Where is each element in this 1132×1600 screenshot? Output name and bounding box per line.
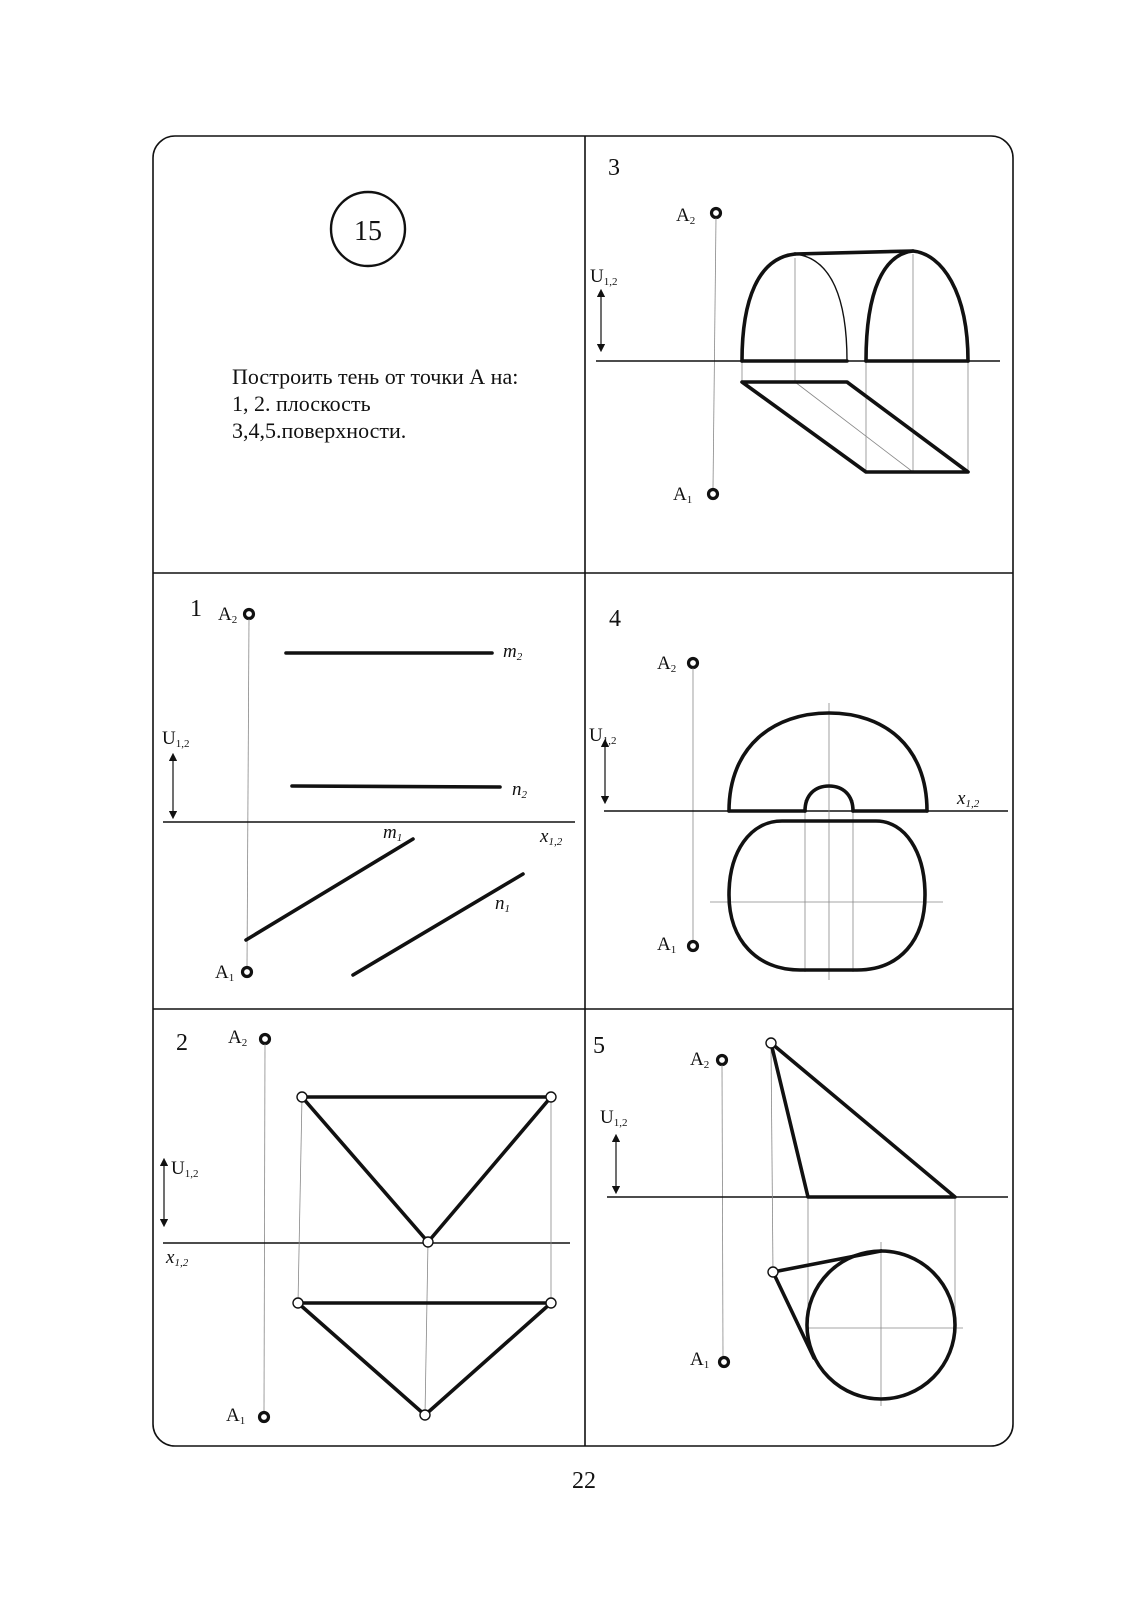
panel-1-label-x: x1,2	[540, 826, 563, 848]
task-line-1: Построить тень от точки А на:	[232, 364, 519, 389]
panel-4-number: 4	[609, 606, 621, 632]
panel-5-projection	[771, 1045, 773, 1272]
panel-1-label-a1: A1	[215, 962, 235, 984]
panel-5-top-apex	[768, 1267, 778, 1277]
panel-2-top-vertex	[293, 1298, 303, 1308]
panel-3-front-right-arch	[866, 251, 968, 361]
panel-3-label-u: U1,2	[590, 266, 618, 288]
panel-1-number: 1	[190, 596, 202, 622]
panel-4-point-a1	[689, 942, 698, 951]
panel-3	[590, 155, 1000, 506]
task-panel	[232, 192, 518, 443]
panel-5-link-line	[722, 1065, 723, 1356]
panel-1-line-m1	[246, 839, 413, 940]
panel-4-front-outer-arc	[729, 713, 927, 811]
panel-3-number: 3	[608, 155, 620, 181]
panel-2-front-vertex	[423, 1237, 433, 1247]
panel-4-label-a1: A1	[657, 934, 677, 956]
panel-5-point-a1	[720, 1358, 729, 1367]
panel-2-projection	[298, 1097, 302, 1303]
panel-3-point-a2	[712, 209, 721, 218]
panel-3-front-left-arch	[742, 254, 795, 361]
panel-3-front-inner-arch	[795, 254, 847, 361]
panel-3-link-line	[713, 218, 716, 488]
panel-1-point-a1	[243, 968, 252, 977]
panel-2-point-a1	[260, 1413, 269, 1422]
panel-3-label-a1: A1	[673, 484, 693, 506]
panel-4	[589, 606, 1008, 980]
panel-2-front-triangle	[302, 1097, 551, 1242]
task-line-3: 3,4,5.поверхности.	[232, 418, 407, 443]
panel-2	[163, 1027, 570, 1427]
panel-4-top-view-outline	[729, 821, 925, 970]
panel-5-number: 5	[593, 1033, 605, 1059]
panel-5	[593, 1033, 1008, 1406]
panel-5-top-tangent	[773, 1251, 881, 1272]
panel-2-point-a2	[261, 1035, 270, 1044]
panel-1-label-m2: m2	[503, 641, 523, 663]
panel-4-point-a2	[689, 659, 698, 668]
panel-2-front-vertex	[546, 1092, 556, 1102]
panel-2-link-line	[264, 1044, 265, 1411]
page-number: 22	[572, 1468, 596, 1494]
panel-2-label-a2: A2	[228, 1027, 248, 1049]
panel-1	[162, 596, 575, 984]
panel-1-line-n2	[292, 786, 500, 787]
panel-2-label-a1: A1	[226, 1405, 246, 1427]
panel-5-label-a2: A2	[690, 1049, 710, 1071]
panel-2-number: 2	[176, 1030, 188, 1056]
task-line-2: 1, 2. плоскость	[232, 391, 371, 416]
panel-5-front-apex	[766, 1038, 776, 1048]
panel-3-top-view-parallelogram	[742, 382, 968, 472]
panel-1-label-a2: A2	[218, 604, 238, 626]
panel-4-label-a2: A2	[657, 653, 677, 675]
panel-3-front-top-generator	[795, 251, 913, 254]
task-number: 15	[354, 216, 382, 247]
panel-2-projection	[425, 1242, 428, 1415]
panel-2-top-triangle	[298, 1303, 551, 1415]
panel-5-label-u: U1,2	[600, 1107, 628, 1129]
panel-2-label-x: x1,2	[166, 1247, 189, 1269]
panel-2-front-vertex	[297, 1092, 307, 1102]
panel-5-label-a1: A1	[690, 1349, 710, 1371]
panel-3-projection	[795, 382, 913, 472]
panel-1-link-line	[247, 619, 249, 966]
panel-1-label-m1: m1	[383, 822, 403, 844]
panel-1-label-n2: n2	[512, 779, 527, 801]
panel-1-line-n1	[353, 874, 523, 975]
panel-1-label-n1: n1	[495, 893, 510, 915]
panel-4-label-u: U1,2	[589, 725, 617, 747]
panel-2-top-vertex	[420, 1410, 430, 1420]
panel-1-point-a2	[245, 610, 254, 619]
panel-4-label-x: x1,2	[957, 788, 980, 810]
panel-5-front-triangle	[771, 1043, 955, 1197]
panel-2-top-vertex	[546, 1298, 556, 1308]
panel-5-point-a2	[718, 1056, 727, 1065]
panel-3-point-a1	[709, 490, 718, 499]
panel-1-label-u: U1,2	[162, 728, 190, 750]
panel-2-label-u: U1,2	[171, 1158, 199, 1180]
panel-3-label-a2: A2	[676, 205, 696, 227]
